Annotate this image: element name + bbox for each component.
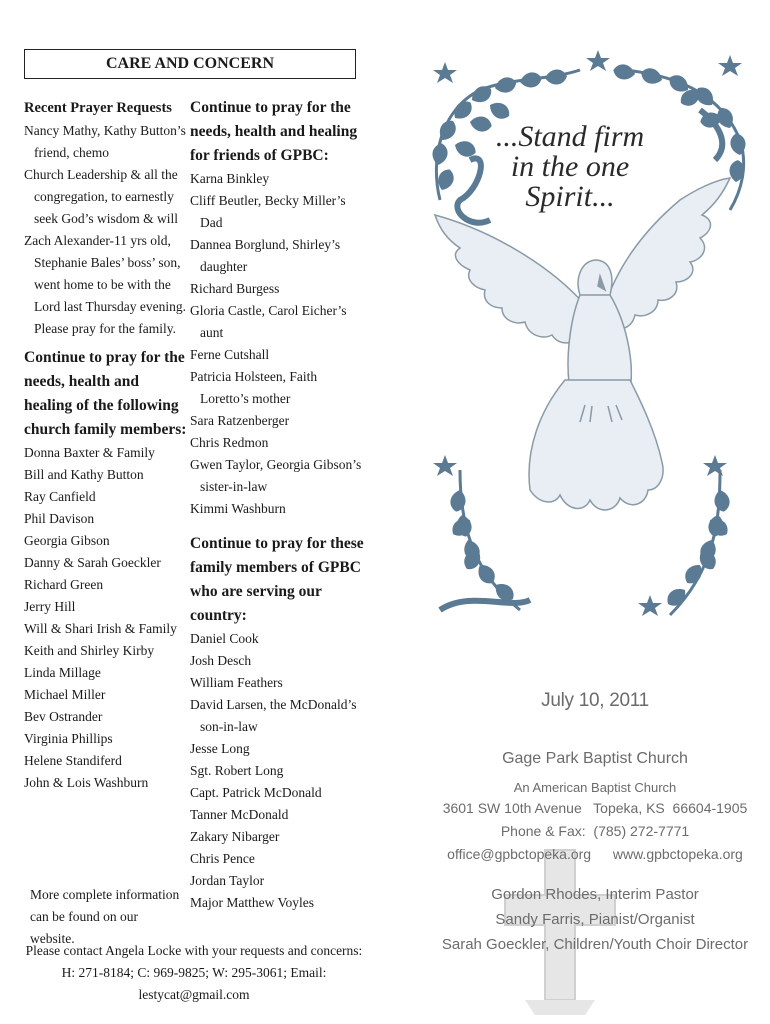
list-item: William Feathers	[190, 675, 283, 690]
middle-column	[190, 96, 365, 914]
bulletin-date: July 10, 2011	[541, 690, 649, 711]
list-item: Michael Miller	[24, 687, 106, 702]
list-item: Gloria Castle, Carol Eicher’s aunt	[190, 303, 347, 340]
left-column	[24, 96, 189, 794]
staff-list	[420, 882, 770, 957]
members-list	[24, 442, 189, 794]
list-item: Daniel Cook	[190, 631, 259, 646]
email-link[interactable]: office@gpbctopeka.org	[447, 846, 592, 862]
list-item: Zakary Nibarger	[190, 829, 280, 844]
staff-item: Sandy Farris, Pianist/Organist	[495, 911, 695, 928]
military-list	[190, 628, 365, 914]
contact-links	[420, 846, 770, 862]
list-item: Gwen Taylor, Georgia Gibson’s sister-in-law	[190, 457, 362, 494]
care-and-concern-title: CARE AND CONCERN	[24, 49, 356, 79]
list-item: Cliff Beutler, Becky Miller’s Dad	[190, 193, 346, 230]
list-item: Donna Baxter & Family	[24, 445, 155, 460]
list-item: Richard Burgess	[190, 281, 280, 296]
list-item: Ferne Cutshall	[190, 347, 270, 362]
more-info-note: More complete information can be found on our website.	[30, 887, 180, 946]
leaf-branch-bottom-right	[663, 470, 731, 615]
list-item: Zach Alexander-11 yrs old, Stephanie Bales’ boss’ son, went home to be with the Lord last Thursday evening. Please pray for the family.	[24, 233, 186, 336]
motto	[470, 122, 670, 212]
list-item: David Larsen, the McDonald’s son-in-law	[190, 697, 357, 734]
motto-line: in the one Spirit...	[510, 150, 630, 213]
church-affiliation: An American Baptist Church	[513, 780, 677, 795]
motto-line: ...Stand firm	[495, 120, 645, 153]
list-item: Ray Canfield	[24, 489, 96, 504]
dove-icon	[435, 178, 730, 510]
list-item: Sara Ratzenberger	[190, 413, 290, 428]
list-item: Jerry Hill	[24, 599, 76, 614]
list-item: Major Matthew Voyles	[190, 895, 314, 910]
church-phone: Phone & Fax: (785) 272-7771	[500, 823, 690, 839]
list-item: Richard Green	[24, 577, 104, 592]
list-item: Church Leadership & all the congregation, to earnestly seek God’s wisdom & will	[24, 167, 178, 226]
list-item: Phil Davison	[24, 511, 95, 526]
list-item: Danny & Sarah Goeckler	[24, 555, 161, 570]
list-item: Linda Millage	[24, 665, 101, 680]
list-item: Will & Shari Irish & Family	[24, 621, 177, 636]
list-item: Nancy Mathy, Kathy Button’s friend, chemo	[24, 123, 186, 160]
list-item: Chris Redmon	[190, 435, 269, 450]
list-item: Karna Binkley	[190, 171, 270, 186]
list-item: Chris Pence	[190, 851, 255, 866]
members-heading: Continue to pray for the needs, health and healing of the following church family members:	[24, 349, 187, 438]
list-item: Sgt. Robert Long	[190, 763, 284, 778]
list-item: Georgia Gibson	[24, 533, 110, 548]
military-heading: Continue to pray for these family members of GPBC who are serving our country:	[190, 535, 364, 624]
list-item: Bev Ostrander	[24, 709, 103, 724]
list-item: Dannea Borglund, Shirley’s daughter	[190, 237, 341, 274]
church-name: Gage Park Baptist Church	[502, 750, 688, 767]
list-item: Jesse Long	[190, 741, 250, 756]
leaf-branch-bottom-left	[440, 470, 530, 610]
contact-line: Please contact Angela Locke with your requests and concerns:	[25, 943, 363, 958]
list-item: John & Lois Washburn	[24, 775, 149, 790]
list-item: Capt. Patrick McDonald	[190, 785, 322, 800]
list-item: Kimmi Washburn	[190, 501, 286, 516]
list-item: Patricia Holsteen, Faith Loretto’s mother	[190, 369, 318, 406]
list-item: Keith and Shirley Kirby	[24, 643, 155, 658]
list-item: Bill and Kathy Button	[24, 467, 144, 482]
contact-details: H: 271-8184; C: 969-9825; W: 295-3061; Email: lestycat@gmail.com	[61, 965, 327, 1002]
recent-requests-heading: Recent Prayer Requests	[24, 100, 172, 116]
list-item: Helene Standiferd	[24, 753, 122, 768]
list-item: Tanner McDonald	[190, 807, 289, 822]
list-item: Josh Desch	[190, 653, 252, 668]
recent-requests-list	[24, 120, 189, 340]
friends-list	[190, 168, 365, 520]
list-item: Virginia Phillips	[24, 731, 113, 746]
website-link[interactable]: www.gpbctopeka.org	[612, 846, 743, 862]
staff-item: Sarah Goeckler, Children/Youth Choir Director	[441, 936, 749, 953]
contact-block	[24, 940, 364, 1006]
church-address: 3601 SW 10th Avenue Topeka, KS 66604-1905	[442, 800, 748, 816]
list-item: Jordan Taylor	[190, 873, 265, 888]
staff-item: Gordon Rhodes, Interim Pastor	[491, 886, 699, 903]
friends-heading: Continue to pray for the needs, health and healing for friends of GPBC:	[190, 99, 358, 164]
